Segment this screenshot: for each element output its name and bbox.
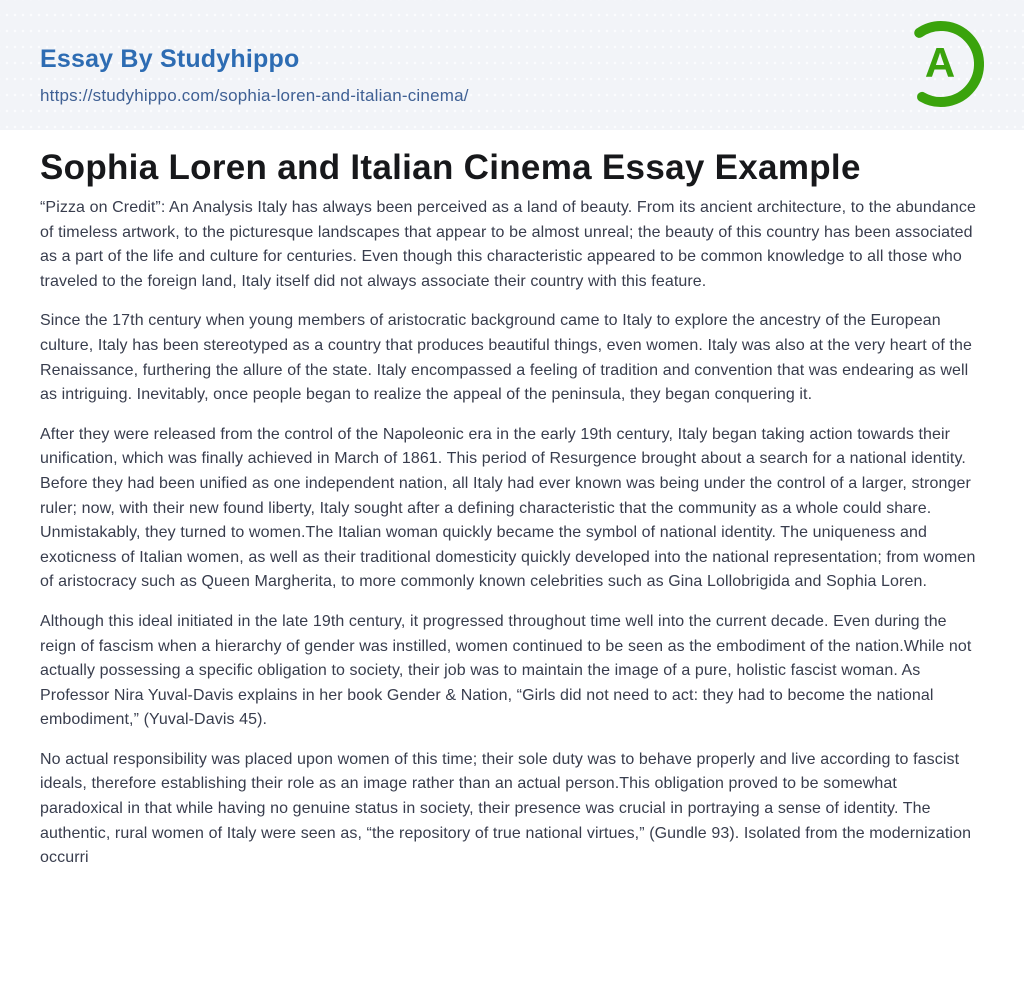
essay-body xyxy=(40,196,984,871)
essay-paragraph: After they were released from the control of the Napoleonic era in the early 19th century, Italy began taking action towards their unification, which was finally achieved in March of 1861. This period of Resurgence brought about a search for a national identity. Before they had been unified as one independent nation, all Italy had ever known was being under the control of a larger, stronger ruler; now, with their new found liberty, Italy sought after a defining characteristic that the community as a whole could share. Unmistakably, they turned to women.The Italian woman quickly became the symbol of national identity. The uniqueness and exoticness of Italian women, as well as their traditional domesticity quickly developed into the national representation; from women of aristocracy such as Queen Margherita, to more commonly known celebrities such as Gina Lollobrigida and Sophia Loren. xyxy=(40,425,976,591)
essay-paragraph: Since the 17th century when young members of aristocratic background came to Italy to explore the ancestry of the European culture, Italy has been stereotyped as a country that produces beautiful things, even women. Italy was also at the very heart of the Renaissance, furthering the allure of the state. Italy encompassed a feeling of tradition and convention that was endearing as well as intriguing. Inevitably, once people began to realize the appeal of the peninsula, they began conquering it. xyxy=(40,312,972,404)
site-label-link[interactable]: Essay By Studyhippo xyxy=(40,45,300,73)
essay-title: Sophia Loren and Italian Cinema Essay Example xyxy=(40,148,861,187)
logo-letter: A xyxy=(924,39,956,86)
essay-paragraph: “Pizza on Credit”: An Analysis Italy has always been perceived as a land of beauty. From its ancient architecture, to the abundance of timeless artwork, to the picturesque landscapes that appear to be almost unreal; the beauty of this country has been associated as a part of the life and culture for centuries. Even though this characteristic appeared to be common knowledge to all those who traveled to the foreign land, Italy itself did not always associate their country with this feature. xyxy=(40,199,976,290)
essay-content xyxy=(0,145,1024,871)
source-url-link[interactable]: https://studyhippo.com/sophia-loren-and-italian-cinema/ xyxy=(40,86,469,105)
essay-paragraph: Although this ideal initiated in the late 19th century, it progressed throughout time well into the current decade. Even during the reign of fascism when a hierarchy of gender was instilled, women continued to be seen as the embodiment of the nation.While not actually possessing a specific obligation to society, their job was to maintain the image of a pure, holistic fascist woman. As Professor Nira Yuval-Davis explains in her book Gender & Nation, “Girls did not need to act: they had to become the national embodiment,” (Yuval-Davis 45). xyxy=(40,612,972,729)
page-header xyxy=(0,0,1024,130)
essay-paragraph: No actual responsibility was placed upon women of this time; their sole duty was to behave properly and live according to fascist ideals, therefore establishing their role as an image rather than an actual person.This obligation proved to be somewhat paradoxical in that while having no genuine status in society, their presence was crucial in portraying a sense of identity. The authentic, rural women of Italy were seen as, “the repository of true national virtues,” (Gundle 93). Isolated from the modernization occurri xyxy=(40,750,972,867)
studyhippo-logo-icon xyxy=(892,17,986,111)
